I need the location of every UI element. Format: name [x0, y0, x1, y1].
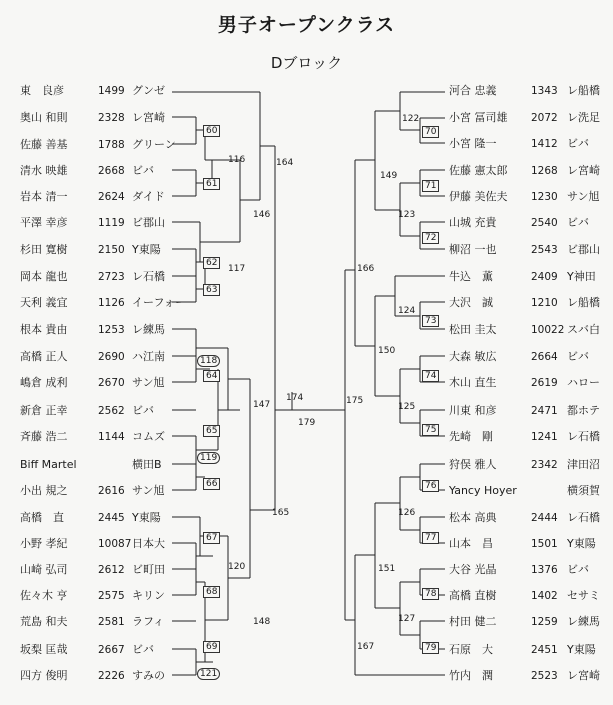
match-118: 118: [197, 355, 220, 367]
player-name: 先崎 剛: [449, 430, 493, 443]
player-club: レ石橋: [132, 270, 165, 283]
player-name: 石原 大: [449, 643, 493, 656]
player-rating: 2575: [98, 590, 125, 602]
player-rating: 2543: [531, 244, 558, 256]
player-rating: 2619: [531, 377, 558, 389]
player-rating: 1253: [98, 324, 125, 336]
match-60: 60: [203, 125, 220, 137]
player-rating: 2668: [98, 165, 125, 177]
match-66: 66: [203, 478, 220, 490]
player-rating: 1376: [531, 564, 558, 576]
player-rating: 1230: [531, 191, 558, 203]
player-rating: 1259: [531, 616, 558, 628]
player-club: ビ町田: [132, 563, 165, 576]
match-62: 62: [203, 257, 220, 269]
player-rating: 2670: [98, 377, 125, 389]
match-164: 164: [276, 158, 294, 168]
player-rating: 1210: [531, 297, 558, 309]
player-rating: 1501: [531, 538, 558, 550]
player-name: 佐々木 亨: [20, 589, 68, 602]
player-rating: 2226: [98, 670, 125, 682]
player-club: サン旭: [132, 484, 165, 497]
player-rating: 2562: [98, 405, 125, 417]
left-r4-brackets: [275, 146, 292, 510]
player-club: レ洗足: [567, 111, 600, 124]
player-name: 木山 直生: [449, 376, 497, 389]
player-name: 平澤 幸彦: [20, 216, 68, 229]
match-122: 122: [402, 114, 420, 124]
player-name: 村田 健二: [449, 615, 497, 628]
player-name: 高橋 直樹: [449, 589, 497, 602]
match-68: 68: [203, 586, 220, 598]
player-club: Y東陽: [567, 643, 596, 656]
player-name: 杉田 寛樹: [20, 243, 68, 256]
player-name: 根本 貴由: [20, 323, 68, 336]
player-club: 横田B: [132, 458, 162, 471]
left-r3-brackets: [228, 92, 275, 620]
player-club: 日本大: [132, 537, 165, 550]
player-name: 小宮 隆一: [449, 137, 497, 150]
player-rating: 2471: [531, 405, 558, 417]
player-club: ハロー: [567, 376, 600, 389]
match-117: 117: [228, 264, 246, 274]
match-148: 148: [253, 617, 271, 627]
player-rating: 1126: [98, 297, 125, 309]
player-rating: 2624: [98, 191, 125, 203]
player-club: セサミ: [567, 589, 600, 602]
player-club: グリーン: [132, 138, 176, 151]
player-club: Y東陽: [567, 537, 596, 550]
player-club: レ練馬: [567, 615, 600, 628]
player-name: 大森 敏広: [449, 350, 497, 363]
player-name: 伊藤 美佐夫: [449, 190, 508, 203]
player-rating: 2581: [98, 616, 125, 628]
player-club: レ宮崎: [567, 669, 600, 682]
match-69: 69: [203, 641, 220, 653]
player-rating: 2723: [98, 271, 125, 283]
match-70: 70: [422, 126, 439, 138]
player-name: 山城 充貴: [449, 216, 497, 229]
player-rating: 1402: [531, 590, 558, 602]
match-175: 175: [346, 396, 364, 406]
player-name: 小出 規之: [20, 484, 68, 497]
player-rating: 2690: [98, 351, 125, 363]
player-club: Y東陽: [132, 511, 161, 524]
player-rating: 1343: [531, 85, 558, 97]
page-title: 男子オープンクラス: [217, 14, 396, 36]
player-name: 荒島 和夫: [20, 615, 68, 628]
player-name: 大沢 誠: [449, 296, 493, 309]
player-club: 都ホテ: [567, 404, 600, 417]
match-77: 77: [422, 532, 439, 544]
match-78: 78: [422, 588, 439, 600]
player-club: スバ白: [567, 323, 600, 336]
match-124: 124: [398, 306, 416, 316]
match-149: 149: [380, 171, 398, 181]
player-name: Biff Martel: [20, 458, 77, 471]
match-63: 63: [203, 284, 220, 296]
match-165: 165: [272, 508, 290, 518]
player-club: レ船橋: [567, 296, 600, 309]
player-name: 川東 和彦: [449, 404, 497, 417]
player-name: 佐藤 善基: [20, 138, 68, 151]
match-147: 147: [253, 400, 271, 410]
player-club: ビバ: [132, 643, 154, 656]
player-club: ダイド: [132, 190, 165, 203]
player-rating: 2445: [98, 512, 125, 524]
player-rating: 2540: [531, 217, 558, 229]
player-club: サン旭: [567, 190, 600, 203]
player-rating: 2150: [98, 244, 125, 256]
player-club: ビ郡山: [567, 243, 600, 256]
player-club: レ石橋: [567, 511, 600, 524]
player-rating: 1119: [98, 217, 125, 229]
player-name: 嶋倉 成利: [20, 376, 68, 389]
player-club: レ宮崎: [567, 164, 600, 177]
player-club: 津田沼: [567, 458, 600, 471]
player-club: すみの: [132, 669, 165, 682]
player-name: Yancy Hoyer: [449, 484, 517, 497]
match-79: 79: [422, 642, 439, 654]
match-76: 76: [422, 480, 439, 492]
match-73: 73: [422, 315, 439, 327]
player-name: 高橋 直: [20, 511, 64, 524]
player-club: コムズ: [132, 430, 165, 443]
player-name: 竹内 潤: [449, 669, 493, 682]
player-name: 小宮 冨司雄: [449, 111, 508, 124]
match-71: 71: [422, 180, 439, 192]
player-club: レ練馬: [132, 323, 165, 336]
player-rating: 2667: [98, 644, 125, 656]
match-74: 74: [422, 370, 439, 382]
right-r4-brackets: [345, 160, 355, 675]
player-name: 四方 俊明: [20, 669, 68, 682]
match-121: 121: [197, 668, 220, 680]
player-rating: 2523: [531, 670, 558, 682]
player-rating: 2072: [531, 112, 558, 124]
player-club: グンゼ: [132, 84, 165, 97]
player-club: ビ郡山: [132, 216, 165, 229]
player-rating: 2664: [531, 351, 558, 363]
player-rating: 2612: [98, 564, 125, 576]
player-name: 奥山 和則: [20, 111, 68, 124]
match-126: 126: [398, 508, 416, 518]
player-club: Y神田: [567, 270, 596, 283]
player-name: 松本 高典: [449, 511, 497, 524]
player-club: ビバ: [132, 404, 154, 417]
player-rating: 1144: [98, 431, 125, 443]
player-rating: 2444: [531, 512, 558, 524]
match-75: 75: [422, 424, 439, 436]
player-name: 東 良彦: [20, 84, 64, 97]
player-club: ビバ: [567, 563, 589, 576]
match-120: 120: [228, 562, 246, 572]
right-r1-brackets: [395, 118, 420, 649]
match-150: 150: [378, 346, 396, 356]
player-name: 山本 昌: [449, 537, 493, 550]
player-name: 坂梨 匡哉: [20, 643, 68, 656]
match-61: 61: [203, 178, 220, 190]
player-club: レ石橋: [567, 430, 600, 443]
block-title: Dブロック: [270, 54, 343, 72]
player-rating: 10022: [531, 324, 565, 336]
player-name: 山崎 弘司: [20, 563, 68, 576]
match-125: 125: [398, 402, 416, 412]
player-name: 大谷 光晶: [449, 563, 497, 576]
player-club: サン旭: [132, 376, 165, 389]
player-club: 横須賀: [567, 484, 600, 497]
player-club: ビバ: [132, 164, 154, 177]
player-club: ビバ: [567, 350, 589, 363]
player-rating: 1788: [98, 139, 125, 151]
player-rating: 1499: [98, 85, 125, 97]
player-club: キリン: [132, 589, 165, 602]
player-club: イーフォー: [132, 296, 186, 309]
player-club: レ宮崎: [132, 111, 165, 124]
player-rating: 2328: [98, 112, 125, 124]
player-rating: 10087: [98, 538, 132, 550]
player-rating: 2342: [531, 459, 558, 471]
match-127: 127: [398, 614, 416, 624]
player-club: ビバ: [567, 137, 589, 150]
right-r3-brackets: [355, 111, 375, 675]
player-name: 新倉 正幸: [20, 404, 68, 417]
match-123: 123: [398, 210, 416, 220]
player-name: 岩本 清一: [20, 190, 68, 203]
player-name: 佐藤 憲太郎: [449, 164, 508, 177]
match-65: 65: [203, 425, 220, 437]
player-club: ビバ: [567, 216, 589, 229]
player-name: 河合 忠義: [449, 84, 497, 97]
player-name: 斉藤 浩二: [20, 430, 68, 443]
player-name: 牛込 薫: [449, 270, 493, 283]
player-rating: 2451: [531, 644, 558, 656]
player-name: 高橋 正人: [20, 350, 68, 363]
match-179: 179: [298, 418, 316, 428]
player-name: 狩俣 雅人: [449, 458, 497, 471]
match-167: 167: [357, 642, 375, 652]
player-name: 松田 圭太: [449, 323, 497, 336]
player-club: ハ江南: [132, 350, 165, 363]
match-119: 119: [197, 452, 220, 464]
player-club: レ船橋: [567, 84, 600, 97]
match-146: 146: [253, 210, 271, 220]
match-72: 72: [422, 232, 439, 244]
player-rating: 2409: [531, 271, 558, 283]
player-name: 清水 映雄: [20, 164, 68, 177]
player-rating: 1241: [531, 431, 558, 443]
player-rating: 2616: [98, 485, 125, 497]
player-rating: 1412: [531, 138, 558, 150]
match-64: 64: [203, 370, 220, 382]
match-166: 166: [357, 264, 375, 274]
player-name: 岡本 龍也: [20, 270, 68, 283]
player-rating: 1268: [531, 165, 558, 177]
player-name: 柳沼 一也: [449, 243, 497, 256]
player-name: 小野 孝紀: [20, 537, 68, 550]
match-174: 174: [286, 393, 304, 403]
player-name: 天利 義宜: [20, 296, 68, 309]
match-67: 67: [203, 532, 220, 544]
player-club: ラフィ: [132, 615, 165, 628]
match-151: 151: [378, 564, 396, 574]
player-club: Y東陽: [132, 243, 161, 256]
match-116: 116: [228, 155, 246, 165]
